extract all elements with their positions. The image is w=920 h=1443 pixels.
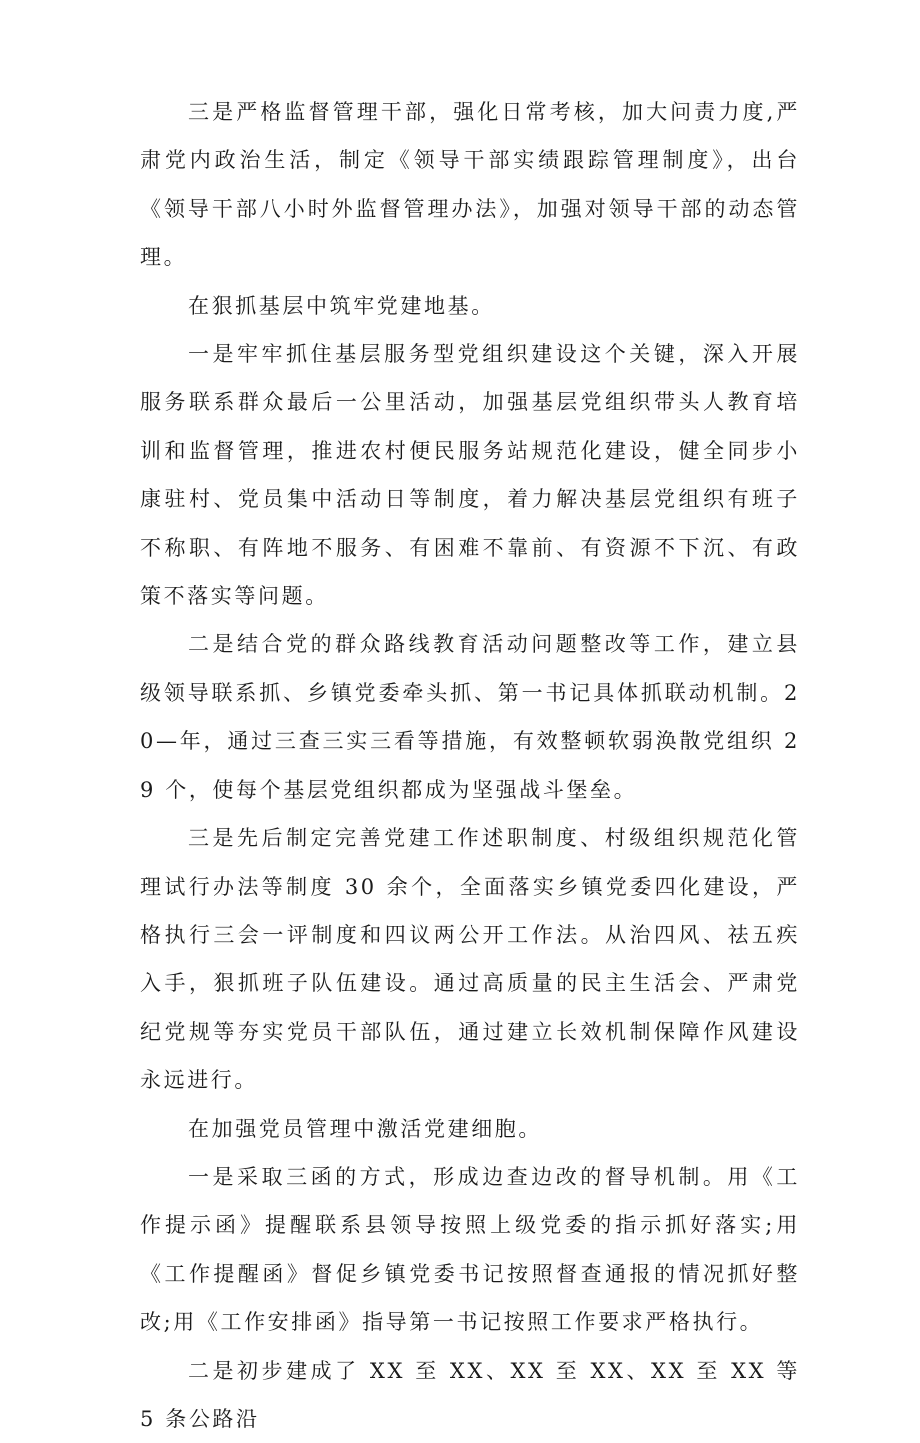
paragraph: 三是严格监督管理干部，强化日常考核，加大问责力度,严肃党内政治生活，制定《领导干部实绩跟踪管理制度》，出台《领导干部八小时外监督管理办法》，加强对领导干部的动态管理。 [140, 100, 800, 270]
paragraph: 一是牢牢抓住基层服务型党组织建设这个关键，深入开展服务联系群众最后一公里活动，加强基层党组织带头人教育培训和监督管理，推进农村便民服务站规范化建设，健全同步小康驻村、党员集中活动日等制度，着力解决基层党组织有班子不称职、有阵地不服务、有困难不靠前、有资源不下沉、有政策不落实等问题。 [140, 342, 800, 609]
paragraph: 三是先后制定完善党建工作述职制度、村级组织规范化管理试行办法等制度 30 余个，全面落实乡镇党委四化建设，严格执行三会一评制度和四议两公开工作法。从治四风、祛五疾入手，狠抓班子队伍建设。通过高质量的民主生活会、严肃党纪党规等夯实党员干部队伍，通过建立长效机制保障作风建设永远进行。 [140, 826, 800, 1093]
paragraph: 二是结合党的群众路线教育活动问题整改等工作，建立县级领导联系抓、乡镇党委牵头抓、第一书记具体抓联动机制。20—年，通过三查三实三看等措施，有效整顿软弱涣散党组织 29 个，使每个基层党组织都成为坚强战斗堡垒。 [140, 632, 800, 802]
paragraph: 一是采取三函的方式，形成边查边改的督导机制。用《工作提示函》提醒联系县领导按照上级党委的指示抓好落实;用《工作提醒函》督促乡镇党委书记按照督查通报的情况抓好整改;用《工作安排函》指导第一书记按照工作要求严格执行。 [140, 1164, 800, 1335]
section-heading: 在狠抓基层中筑牢党建地基。 [188, 293, 495, 318]
paragraph: 二是初步建成了 XX 至 XX、XX 至 XX、XX 至 XX 等 5 条公路沿 [140, 1358, 800, 1431]
section-heading: 在加强党员管理中激活党建细胞。 [188, 1116, 542, 1141]
document-page [140, 88, 800, 1443]
